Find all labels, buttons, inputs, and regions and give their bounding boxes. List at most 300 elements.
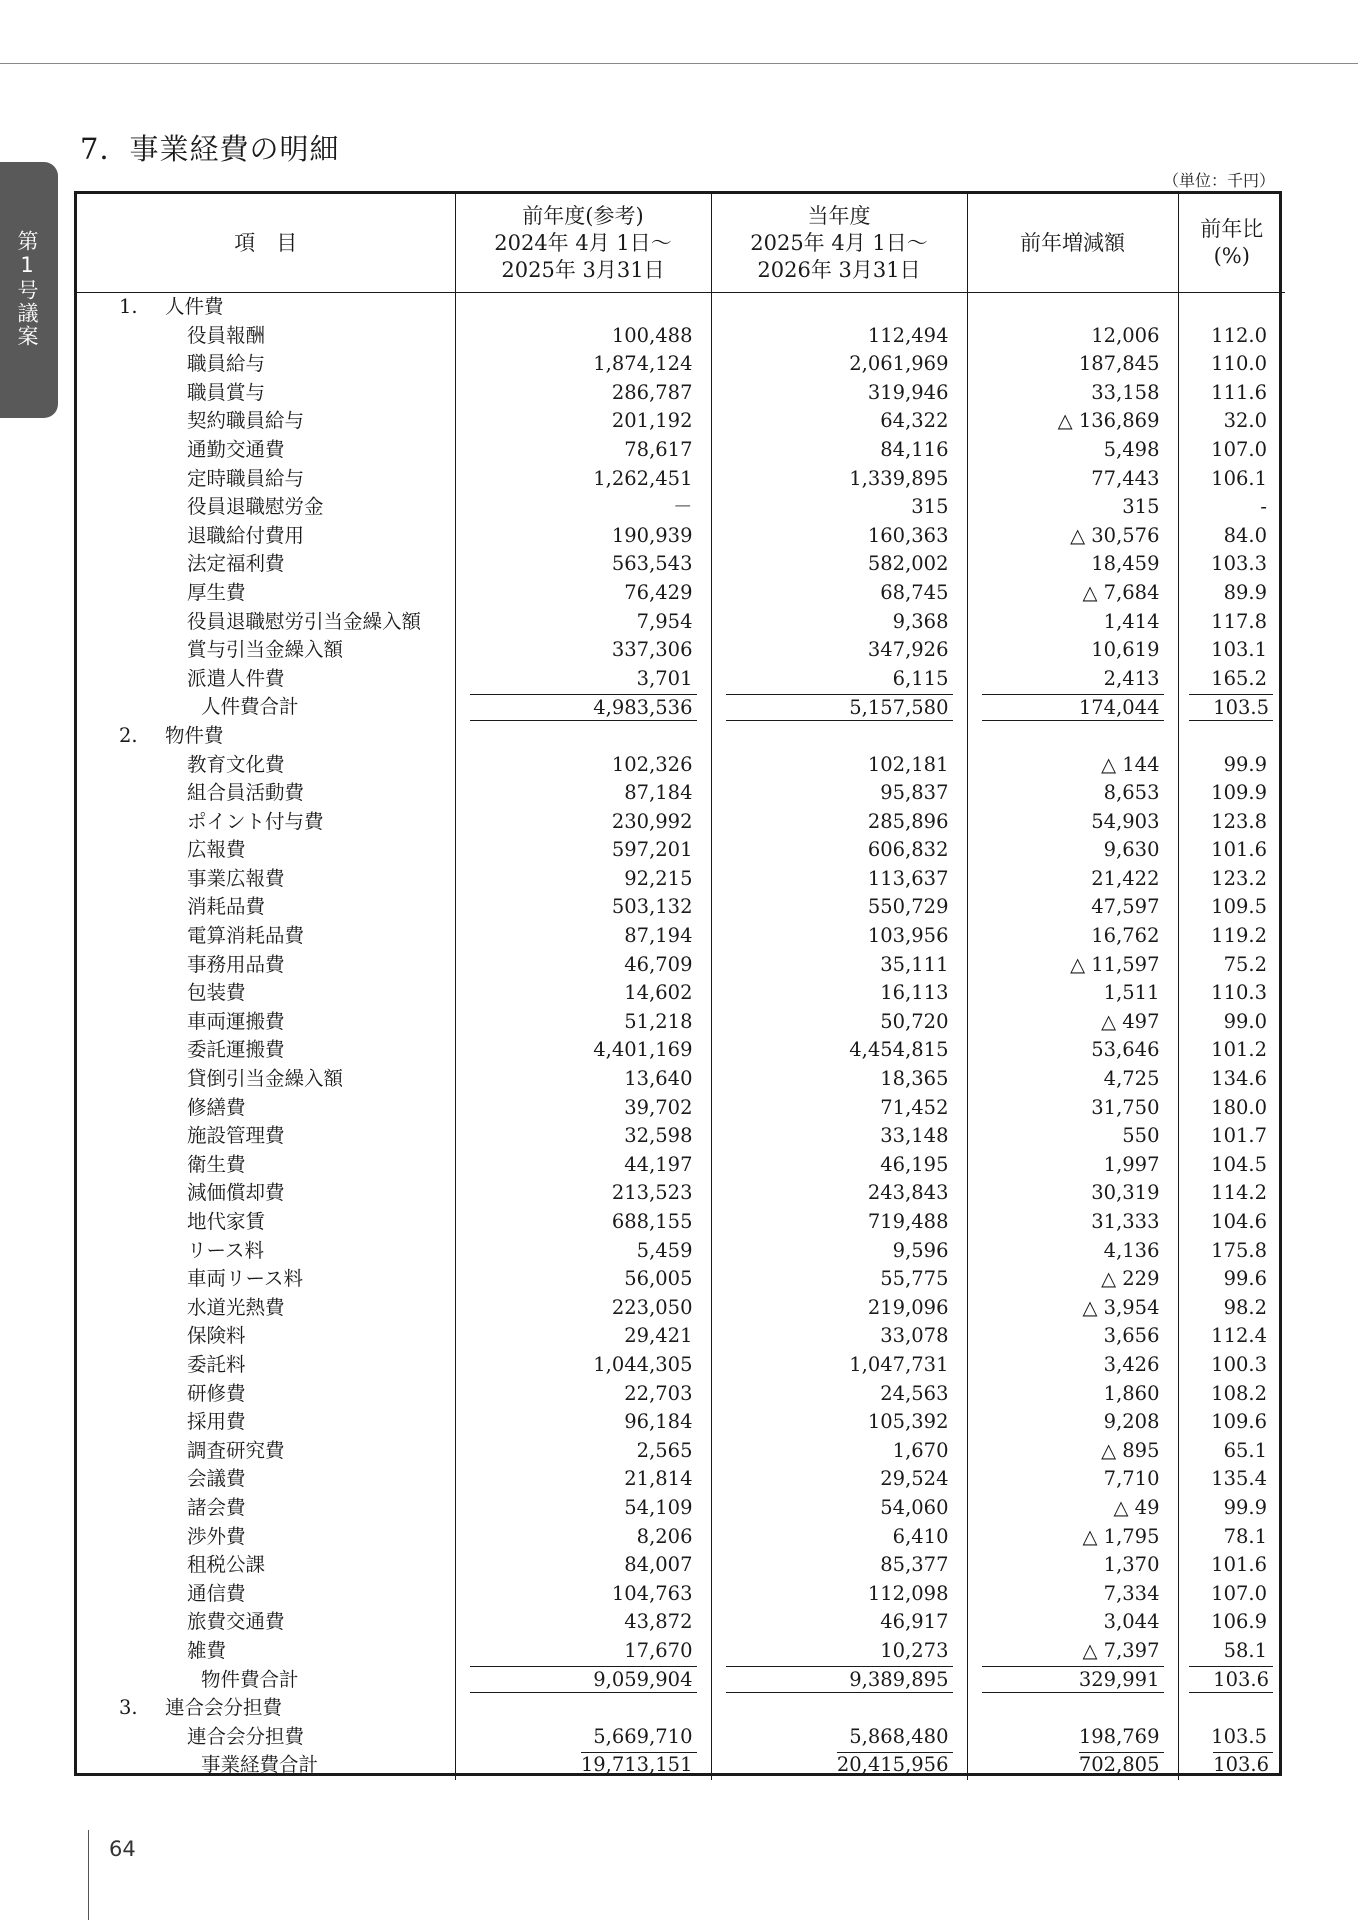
table-row <box>77 379 1285 408</box>
prev-year-value: 7,954 <box>455 608 711 637</box>
item-label: 通勤交通費 <box>187 437 285 461</box>
diff-value: 187,845 <box>967 350 1178 379</box>
grand-total-row <box>77 1751 1285 1780</box>
prev-year-value: 201,192 <box>455 407 711 436</box>
item-label: 修繕費 <box>187 1095 246 1119</box>
table-row <box>77 665 1285 694</box>
item-label: 定時職員給与 <box>187 466 305 490</box>
item-label: 委託料 <box>187 1352 246 1376</box>
item-label-cell <box>77 1380 455 1409</box>
diff-value: 1,414 <box>967 608 1178 637</box>
total-label: 物件費合計 <box>201 1667 299 1691</box>
item-label: 法定福利費 <box>187 552 285 576</box>
prev-year-value: 78,617 <box>455 436 711 465</box>
table-row <box>77 1637 1285 1666</box>
current-year-value: 55,775 <box>711 1265 967 1294</box>
diff-value: △ 7,397 <box>967 1637 1178 1666</box>
current-year-value: 1,670 <box>711 1437 967 1466</box>
header-current-year <box>711 194 967 293</box>
current-year-value: 10,273 <box>711 1637 967 1666</box>
current-year-value: 64,322 <box>711 407 967 436</box>
item-label: 電算消耗品費 <box>187 924 305 948</box>
table-row <box>77 550 1285 579</box>
table-row <box>77 1494 1285 1523</box>
diff-value: △ 895 <box>967 1437 1178 1466</box>
total-label-cell <box>77 693 455 722</box>
header-prev-start: 2024年 4月 1日～ <box>494 230 672 255</box>
item-label: 渉外費 <box>187 1524 246 1548</box>
diff-value: △ 7,684 <box>967 579 1178 608</box>
table-row <box>77 951 1285 980</box>
prev-year-value: 563,543 <box>455 550 711 579</box>
ratio-value: 99.9 <box>1178 1494 1285 1523</box>
item-label-cell <box>77 1351 455 1380</box>
ratio-value: 119.2 <box>1178 922 1285 951</box>
item-label: 施設管理費 <box>187 1124 285 1148</box>
header-cur-end: 2026年 3月31日 <box>757 257 921 282</box>
prev-year-value: 22,703 <box>455 1380 711 1409</box>
diff-total: 702,805 <box>1079 1752 1164 1776</box>
header-ratio-label: 前年比 <box>1200 217 1264 241</box>
table-row <box>77 1723 1285 1752</box>
current-year-value: 33,078 <box>711 1322 967 1351</box>
prev-year-total: 19,713,151 <box>581 1752 697 1776</box>
current-year-value: 113,637 <box>711 865 967 894</box>
prev-year-value: 1,044,305 <box>455 1351 711 1380</box>
current-year-value: 285,896 <box>711 808 967 837</box>
diff-value: 4,725 <box>967 1065 1178 1094</box>
table-row <box>77 1065 1285 1094</box>
ratio-total: 103.5 <box>1189 694 1274 721</box>
diff-total: 329,991 <box>982 1666 1164 1693</box>
ratio-value: 106.9 <box>1178 1608 1285 1637</box>
ratio-value: 111.6 <box>1178 379 1285 408</box>
empty-cell <box>455 293 711 322</box>
diff-value: 1,511 <box>967 979 1178 1008</box>
item-label: 衛生費 <box>187 1152 246 1176</box>
ratio-value: 101.6 <box>1178 836 1285 865</box>
expense-table <box>77 194 1285 1780</box>
ratio-value: 107.0 <box>1178 436 1285 465</box>
header-ratio <box>1178 194 1285 293</box>
header-diff: 前年増減額 <box>967 194 1178 293</box>
item-label-cell <box>77 1523 455 1552</box>
prev-year-value: 190,939 <box>455 522 711 551</box>
current-year-value: 243,843 <box>711 1179 967 1208</box>
current-year-value: 5,868,480 <box>711 1723 967 1752</box>
prev-year-value: 39,702 <box>455 1094 711 1123</box>
total-label: 事業経費合計 <box>201 1753 319 1777</box>
item-label-cell <box>77 1065 455 1094</box>
current-year-value: 1,339,895 <box>711 465 967 494</box>
item-label: 連合会分担費 <box>187 1724 305 1748</box>
header-cur-start: 2025年 4月 1日～ <box>750 230 928 255</box>
item-label-cell <box>77 493 455 522</box>
ratio-value: 110.3 <box>1178 979 1285 1008</box>
table-row <box>77 779 1285 808</box>
item-label: 役員退職慰労金 <box>187 495 324 519</box>
prev-year-value: 5,459 <box>455 1237 711 1266</box>
diff-value: 1,997 <box>967 1151 1178 1180</box>
empty-cell <box>711 293 967 322</box>
item-label: 消耗品費 <box>187 895 266 919</box>
table-row <box>77 1008 1285 1037</box>
table-row <box>77 1523 1285 1552</box>
prev-year-value: 688,155 <box>455 1208 711 1237</box>
item-label-cell <box>77 579 455 608</box>
item-label-cell <box>77 1580 455 1609</box>
table-row <box>77 836 1285 865</box>
prev-year-value: 21,814 <box>455 1465 711 1494</box>
diff-value: 9,208 <box>967 1408 1178 1437</box>
total-label: 人件費合計 <box>201 695 299 719</box>
table-row <box>77 465 1285 494</box>
table-row <box>77 751 1285 780</box>
prev-year-value: 104,763 <box>455 1580 711 1609</box>
current-year-value: 606,832 <box>711 836 967 865</box>
ratio-value: 108.2 <box>1178 1380 1285 1409</box>
current-year-total: 20,415,956 <box>837 1752 953 1776</box>
current-year-value: 24,563 <box>711 1380 967 1409</box>
diff-value: △ 497 <box>967 1008 1178 1037</box>
current-year-value: 105,392 <box>711 1408 967 1437</box>
ratio-value: 112.0 <box>1178 322 1285 351</box>
prev-year-total: 4,983,536 <box>470 694 697 721</box>
item-label-cell <box>77 1237 455 1266</box>
current-year-value: 71,452 <box>711 1094 967 1123</box>
item-label-cell <box>77 836 455 865</box>
prev-year-value: 1,874,124 <box>455 350 711 379</box>
prev-year-value: 84,007 <box>455 1551 711 1580</box>
prev-year-value: 223,050 <box>455 1294 711 1323</box>
current-year-total: 5,157,580 <box>726 694 953 721</box>
item-label: 役員退職慰労引当金繰入額 <box>187 609 422 633</box>
current-year-value: 95,837 <box>711 779 967 808</box>
prev-year-total-cell <box>455 1666 711 1695</box>
ratio-value: 106.1 <box>1178 465 1285 494</box>
ratio-value: 117.8 <box>1178 608 1285 637</box>
prev-year-value: 17,670 <box>455 1637 711 1666</box>
item-label-cell <box>77 550 455 579</box>
ratio-value: 101.6 <box>1178 1551 1285 1580</box>
header-prev-year <box>455 194 711 293</box>
prev-year-value: 96,184 <box>455 1408 711 1437</box>
table-row <box>77 493 1285 522</box>
ratio-total-cell <box>1178 693 1285 722</box>
section-row <box>77 1694 1285 1723</box>
table-row <box>77 1322 1285 1351</box>
current-year-value: 582,002 <box>711 550 967 579</box>
empty-cell <box>711 1694 967 1723</box>
item-label-cell <box>77 1723 455 1752</box>
item-label-cell <box>77 379 455 408</box>
current-year-value: 29,524 <box>711 1465 967 1494</box>
diff-value: 18,459 <box>967 550 1178 579</box>
diff-value: 8,653 <box>967 779 1178 808</box>
prev-year-value: 503,132 <box>455 893 711 922</box>
ratio-value: 104.5 <box>1178 1151 1285 1180</box>
current-year-value: 103,956 <box>711 922 967 951</box>
diff-value: 12,006 <box>967 322 1178 351</box>
current-year-value: 6,115 <box>711 665 967 694</box>
item-label-cell <box>77 1265 455 1294</box>
ratio-total: 103.6 <box>1189 1666 1274 1693</box>
header-ratio-unit: (%) <box>1213 244 1250 268</box>
subtotal-row <box>77 693 1285 722</box>
prev-year-value: 46,709 <box>455 951 711 980</box>
item-label-cell <box>77 1608 455 1637</box>
item-label-cell <box>77 407 455 436</box>
table-body <box>77 293 1285 1780</box>
page-title: 7．事業経費の明細 <box>80 132 340 166</box>
table-row <box>77 1151 1285 1180</box>
ratio-total: 103.6 <box>1213 1752 1273 1776</box>
table-row <box>77 865 1285 894</box>
prev-year-value: 286,787 <box>455 379 711 408</box>
table-row <box>77 522 1285 551</box>
prev-year-value: 54,109 <box>455 1494 711 1523</box>
item-label-cell <box>77 751 455 780</box>
item-label-cell <box>77 636 455 665</box>
current-year-value: 46,195 <box>711 1151 967 1180</box>
empty-cell <box>1178 722 1285 751</box>
ratio-value: 58.1 <box>1178 1637 1285 1666</box>
current-year-value: 112,098 <box>711 1580 967 1609</box>
header-prev-end: 2025年 3月31日 <box>501 257 665 282</box>
chapter-tab-label: 第1号議案 <box>15 230 39 348</box>
expense-table-frame <box>74 191 1282 1776</box>
item-label: 研修費 <box>187 1381 246 1405</box>
prev-year-value: 5,669,710 <box>455 1723 711 1752</box>
item-label: 包装費 <box>187 981 246 1005</box>
empty-cell <box>455 1694 711 1723</box>
item-label-cell <box>77 465 455 494</box>
table-row <box>77 922 1285 951</box>
table-row <box>77 1580 1285 1609</box>
item-label-cell <box>77 665 455 694</box>
ratio-value: - <box>1178 493 1285 522</box>
item-label-cell <box>77 1551 455 1580</box>
section-label: 連合会分担費 <box>165 1696 283 1720</box>
prev-year-value: 87,194 <box>455 922 711 951</box>
item-label: 退職給付費用 <box>187 523 305 547</box>
current-year-value: 719,488 <box>711 1208 967 1237</box>
table-row <box>77 1465 1285 1494</box>
diff-value: 1,860 <box>967 1380 1178 1409</box>
table-row <box>77 350 1285 379</box>
diff-value: △ 30,576 <box>967 522 1178 551</box>
ratio-value: 123.2 <box>1178 865 1285 894</box>
ratio-value: 101.7 <box>1178 1122 1285 1151</box>
diff-value: 2,413 <box>967 665 1178 694</box>
current-year-value: 18,365 <box>711 1065 967 1094</box>
diff-value: △ 49 <box>967 1494 1178 1523</box>
diff-value: 9,630 <box>967 836 1178 865</box>
ratio-value: 109.6 <box>1178 1408 1285 1437</box>
item-label-cell <box>77 1637 455 1666</box>
ratio-value: 99.0 <box>1178 1008 1285 1037</box>
section-number: 2. <box>119 723 138 747</box>
empty-cell <box>967 722 1178 751</box>
ratio-value: 135.4 <box>1178 1465 1285 1494</box>
prev-year-total: 9,059,904 <box>470 1666 697 1693</box>
header-item: 項 目 <box>77 194 455 293</box>
empty-cell <box>455 722 711 751</box>
diff-total-cell <box>967 693 1178 722</box>
current-year-value: 6,410 <box>711 1523 967 1552</box>
item-label: 水道光熱費 <box>187 1295 285 1319</box>
item-label: 契約職員給与 <box>187 409 305 433</box>
table-row <box>77 1237 1285 1266</box>
item-label: 租税公課 <box>187 1553 266 1577</box>
prev-year-value: 4,401,169 <box>455 1036 711 1065</box>
item-label-cell <box>77 893 455 922</box>
ratio-value: 180.0 <box>1178 1094 1285 1123</box>
ratio-value: 65.1 <box>1178 1437 1285 1466</box>
table-row <box>77 608 1285 637</box>
diff-value: 16,762 <box>967 922 1178 951</box>
table-row <box>77 1408 1285 1437</box>
ratio-value: 109.5 <box>1178 893 1285 922</box>
prev-year-value: 29,421 <box>455 1322 711 1351</box>
section-label: 物件費 <box>165 723 224 747</box>
prev-year-value: － <box>455 493 711 522</box>
item-label-cell <box>77 1494 455 1523</box>
item-label: 派遣人件費 <box>187 666 285 690</box>
item-label-cell <box>77 865 455 894</box>
table-row <box>77 636 1285 665</box>
current-year-value: 50,720 <box>711 1008 967 1037</box>
ratio-value: 98.2 <box>1178 1294 1285 1323</box>
table-row <box>77 1380 1285 1409</box>
current-year-value: 16,113 <box>711 979 967 1008</box>
ratio-value: 75.2 <box>1178 951 1285 980</box>
prev-year-value: 597,201 <box>455 836 711 865</box>
item-label: 減価償却費 <box>187 1181 285 1205</box>
prev-year-value: 14,602 <box>455 979 711 1008</box>
item-label: 委託運搬費 <box>187 1038 285 1062</box>
item-label: 事務用品費 <box>187 952 285 976</box>
item-label: 通信費 <box>187 1581 246 1605</box>
diff-value: 10,619 <box>967 636 1178 665</box>
item-label-cell <box>77 522 455 551</box>
ratio-value: 84.0 <box>1178 522 1285 551</box>
ratio-value: 99.9 <box>1178 751 1285 780</box>
total-label-cell <box>77 1666 455 1695</box>
empty-cell <box>711 722 967 751</box>
ratio-value: 100.3 <box>1178 1351 1285 1380</box>
item-label-cell <box>77 1437 455 1466</box>
prev-year-total-cell <box>455 1751 711 1780</box>
item-label: 雑費 <box>187 1638 227 1662</box>
item-label: 調査研究費 <box>187 1438 285 1462</box>
item-label: 貸倒引当金繰入額 <box>187 1067 344 1091</box>
item-label: 広報費 <box>187 838 246 862</box>
item-label-cell <box>77 808 455 837</box>
item-label-cell <box>77 1151 455 1180</box>
item-label-cell <box>77 1122 455 1151</box>
diff-value: 550 <box>967 1122 1178 1151</box>
prev-year-value: 230,992 <box>455 808 711 837</box>
diff-value: 77,443 <box>967 465 1178 494</box>
section-label: 人件費 <box>165 295 224 318</box>
ratio-value: 101.2 <box>1178 1036 1285 1065</box>
ratio-value: 104.6 <box>1178 1208 1285 1237</box>
current-year-value: 102,181 <box>711 751 967 780</box>
current-year-value: 315 <box>711 493 967 522</box>
ratio-value: 165.2 <box>1178 665 1285 694</box>
item-label: リース料 <box>187 1238 265 1262</box>
table-row <box>77 979 1285 1008</box>
ratio-total-cell <box>1178 1666 1285 1695</box>
current-year-value: 4,454,815 <box>711 1036 967 1065</box>
ratio-value: 112.4 <box>1178 1322 1285 1351</box>
diff-value: △ 144 <box>967 751 1178 780</box>
diff-value: 3,656 <box>967 1322 1178 1351</box>
current-year-total: 9,389,895 <box>726 1666 953 1693</box>
current-year-value: 112,494 <box>711 322 967 351</box>
section-cell <box>77 722 455 751</box>
table-row <box>77 1437 1285 1466</box>
diff-value: 1,370 <box>967 1551 1178 1580</box>
ratio-total-cell <box>1178 1751 1285 1780</box>
top-rule <box>0 63 1358 64</box>
item-label-cell <box>77 951 455 980</box>
ratio-value: 109.9 <box>1178 779 1285 808</box>
item-label-cell <box>77 779 455 808</box>
diff-total-cell <box>967 1751 1178 1780</box>
table-row <box>77 808 1285 837</box>
total-label-cell <box>77 1751 455 1780</box>
diff-value: △ 3,954 <box>967 1294 1178 1323</box>
section-row <box>77 293 1285 322</box>
ratio-value: 103.3 <box>1178 550 1285 579</box>
table-row <box>77 1351 1285 1380</box>
prev-year-value: 213,523 <box>455 1179 711 1208</box>
table-row <box>77 436 1285 465</box>
prev-year-value: 56,005 <box>455 1265 711 1294</box>
item-label: 厚生費 <box>187 580 246 604</box>
prev-year-value: 337,306 <box>455 636 711 665</box>
table-row <box>77 1122 1285 1151</box>
diff-value: △ 11,597 <box>967 951 1178 980</box>
diff-value: 3,426 <box>967 1351 1178 1380</box>
prev-year-value: 32,598 <box>455 1122 711 1151</box>
prev-year-value: 8,206 <box>455 1523 711 1552</box>
ratio-value: 123.8 <box>1178 808 1285 837</box>
subtotal-row <box>77 1666 1285 1695</box>
item-label: 採用費 <box>187 1410 246 1434</box>
header-prev-label: 前年度(参考) <box>522 203 644 228</box>
item-label: 地代家賃 <box>187 1210 266 1233</box>
current-year-value: 1,047,731 <box>711 1351 967 1380</box>
current-year-value: 319,946 <box>711 379 967 408</box>
item-label: 保険料 <box>187 1324 246 1348</box>
prev-year-value: 3,701 <box>455 665 711 694</box>
item-label-cell <box>77 350 455 379</box>
ratio-value: 103.5 <box>1178 1723 1285 1752</box>
diff-value: 54,903 <box>967 808 1178 837</box>
current-year-value: 160,363 <box>711 522 967 551</box>
diff-value: 53,646 <box>967 1036 1178 1065</box>
diff-value: △ 136,869 <box>967 407 1178 436</box>
table-row <box>77 1608 1285 1637</box>
prev-year-value: 76,429 <box>455 579 711 608</box>
diff-value: 7,710 <box>967 1465 1178 1494</box>
current-year-value: 9,368 <box>711 608 967 637</box>
item-label: 賞与引当金繰入額 <box>187 638 344 662</box>
item-label: 組合員活動費 <box>187 781 305 805</box>
